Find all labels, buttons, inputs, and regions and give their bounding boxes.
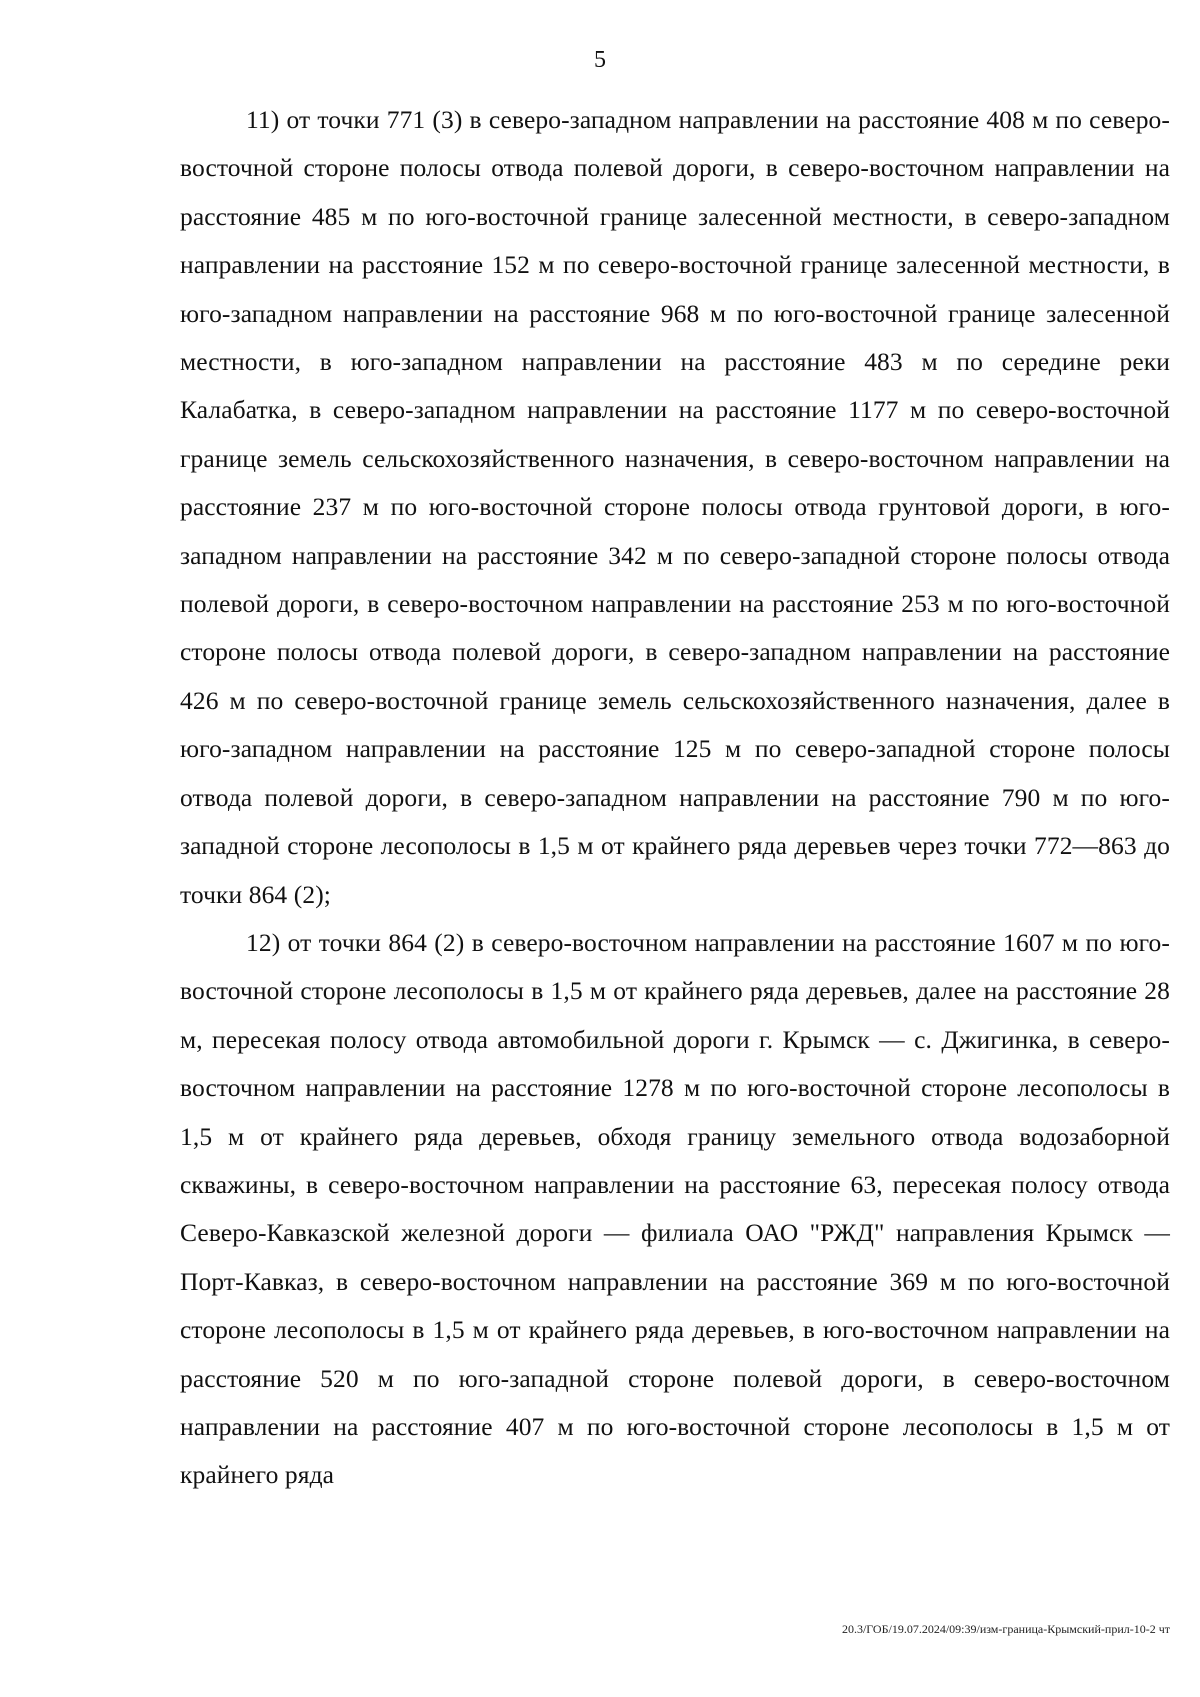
document-body: [180, 96, 1170, 1500]
page-number: 5: [594, 47, 606, 73]
document-footer-code: 20.3/ГОБ/19.07.2024/09:39/изм-граница-Крымский-прил-10-2 чт: [841, 1622, 1170, 1636]
paragraph-11: 11) от точки 771 (3) в северо-западном направлении на расстояние 408 м по северо-восточной стороне полосы отвода полевой дороги, в северо-восточном направлении на расстояние 485 м по юго-восточной границе залесенной местности, в северо-западном направлении на расстояние 152 м по северо-восточной границе залесенной местности, в юго-западном направлении на расстояние 968 м по юго-восточной границе залесенной местности, в юго-западном направлении на расстояние 483 м по середине реки Калабатка, в северо-западном направлении на расстояние 1177 м по северо-восточной границе земель сельскохозяйственного назначения, в северо-восточном направлении на расстояние 237 м по юго-восточной стороне полосы отвода грунтовой дороги, в юго-западном направлении на расстояние 342 м по северо-западной стороне полосы отвода полевой дороги, в северо-восточном направлении на расстояние 253 м по юго-восточной стороне полосы отвода полевой дороги, в северо-западном направлении на расстояние 426 м по северо-восточной границе земель сельскохозяйственного назначения, далее в юго-западном направлении на расстояние 125 м по северо-западной стороне полосы отвода полевой дороги, в северо-западном направлении на расстояние 790 м по юго-западной стороне лесополосы в 1,5 м от крайнего ряда деревьев через точки 772—863 до точки 864 (2);: [180, 105, 1170, 909]
paragraph-12: 12) от точки 864 (2) в северо-восточном направлении на расстояние 1607 м по юго-восточной стороне лесополосы в 1,5 м от крайнего ряда деревьев, далее на расстояние 28 м, пересекая полосу отвода автомобильной дороги г. Крымск — с. Джигинка, в северо-восточном направлении на расстояние 1278 м по юго-восточной стороне лесополосы в 1,5 м от крайнего ряда деревьев, обходя границу земельного отвода водозаборной скважины, в северо-восточном направлении на расстояние 63, пересекая полосу отвода Северо-Кавказской железной дороги — филиала ОАО "РЖД" направления Крымск — Порт-Кавказ, в северо-восточном направлении на расстояние 369 м по юго-восточной стороне лесополосы в 1,5 м от крайнего ряда деревьев, в юго-восточном направлении на расстояние 520 м по юго-западной стороне полевой дороги, в северо-восточном направлении на расстояние 407 м по юго-восточной стороне лесополосы в 1,5 м от крайнего ряда: [180, 927, 1170, 1490]
